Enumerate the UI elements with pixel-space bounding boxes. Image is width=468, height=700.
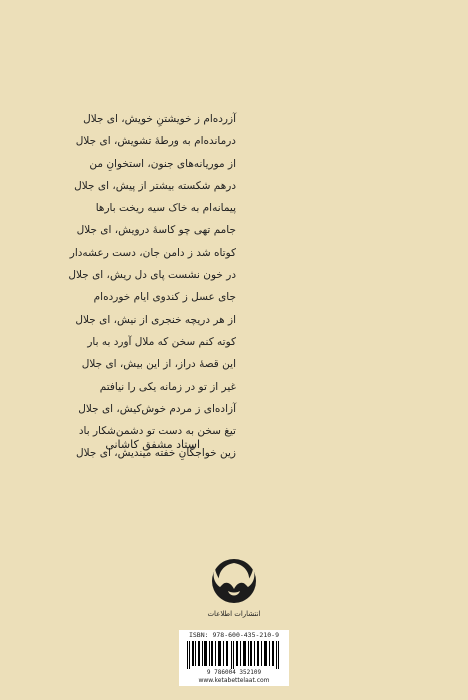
- publisher-birds-logo-icon: [184, 551, 284, 611]
- poem-line: درمانده‌ام به ورطهٔ تشویش، ای جلال: [75, 135, 236, 148]
- poem-line: جامم تهی چو کاسهٔ درویش، ای جلال: [76, 224, 236, 237]
- poem-line: پیمانه‌ام به خاک سیه ریخت بارها: [95, 202, 236, 215]
- poem-line: آزاده‌ای ز مردم خوش‌کیش، ای جلال: [78, 402, 236, 415]
- poem-line: این قصهٔ دراز، از این بیش، ای جلال: [81, 358, 236, 371]
- poem-line: آزرده‌ام ز خویشتنِ خویش، ای جلال: [83, 113, 236, 125]
- poem-line: درهم شکسته بیشتر از پیش، ای جلال: [74, 179, 236, 192]
- poem: [16, 108, 236, 465]
- barcode-label: [179, 630, 289, 686]
- publisher-website: www.ketabettelaat.com: [198, 677, 270, 684]
- barcode-digits: 9 786004 352109: [206, 669, 262, 676]
- poem-line: در خون نشست پای دل ریش، ای جلال: [68, 269, 236, 282]
- author-name: استاد مشفق کاشانی: [105, 438, 200, 451]
- barcode-icon: [185, 641, 283, 669]
- poem-line: تیغ سخن به دست تو دشمن‌شکار باد: [78, 425, 236, 438]
- publisher-name: انتشارات اطلاعات: [207, 610, 261, 618]
- poem-line: کوتاه شد ز دامن جان، دست رعشه‌دار: [69, 246, 236, 259]
- poem-line: غیر از تو در زمانه یکی را نیافتم: [99, 380, 236, 393]
- poem-line: کوته کنم سخن که ملال آورد به بار: [87, 335, 236, 348]
- poem-line: زین خواجگانِ خفته میندیش، ای جلال: [76, 447, 236, 460]
- poem-line: جای عسل ز کندوی ایام خورده‌ام: [93, 291, 236, 304]
- poem-line: از هر دریچه خنجری از نیش، ای جلال: [75, 313, 236, 326]
- poem-line: از موریانه‌های جنون، استخوانِ من: [89, 157, 236, 170]
- isbn-text: ISBN: 978-600-435-210-9: [188, 631, 279, 639]
